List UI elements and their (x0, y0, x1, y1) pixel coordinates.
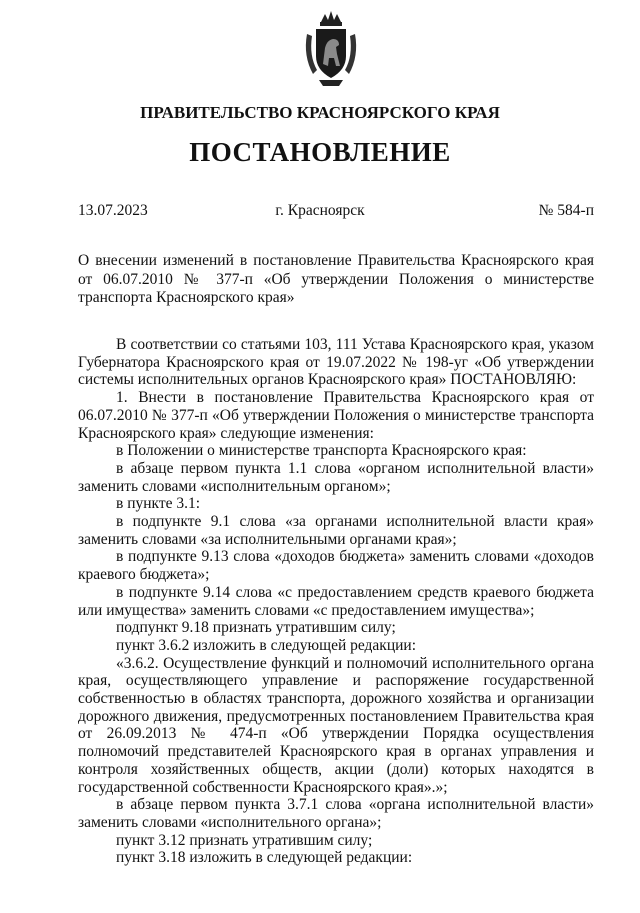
document-type-title: ПОСТАНОВЛЕНИЕ (189, 137, 451, 167)
document-date: 13.07.2023 (78, 202, 148, 219)
paragraph: пункт 3.12 признать утратившим силу; (116, 831, 373, 849)
paragraph: в подпункте 9.14 слова «с предоставлением средств краевого бюджета или имущества» заменить словами «с предоставлением имущества»; (78, 583, 594, 619)
paragraph: подпункт 9.18 признать утратившим силу; (116, 619, 396, 637)
paragraph: в абзаце первом пункта 1.1 слова «органом исполнительной власти» заменить словами «исполнительным органом»; (78, 459, 594, 495)
paragraph: в подпункте 9.13 слова «доходов бюджета» заменить словами «доходов краевого бюджета»; (78, 548, 594, 584)
document-number: № 584-п (538, 202, 594, 219)
paragraph: 1. Внести в постановление Правительства Красноярского края от 06.07.2010 № 377-п «Об утверждении Положения о министерстве транспорта Красноярского края» следующие изменения: (78, 389, 594, 442)
document-subject: О внесении изменений в постановление Правительства Красноярского края от 06.07.2010 № 377-п «Об утверждении Положения о министерстве транспорта Красноярского края» (78, 252, 594, 306)
krasnoyarsk-coat-of-arms-icon (299, 8, 363, 88)
paragraph: В соответствии со статьями 103, 111 Устава Красноярского края, указом Губернатора Красноярского края от 19.07.2022 № 198-уг «Об утверждении системы исполнительных органов Красноярского края» ПОСТАНОВЛЯЮ: (78, 336, 594, 389)
paragraph: в пункте 3.1: (116, 495, 201, 513)
paragraph: в абзаце первом пункта 3.7.1 слова «органа исполнительной власти» заменить словами «исполнительного органа»; (78, 796, 594, 831)
paragraph: «3.6.2. Осуществление функций и полномочий исполнительного органа края, осуществляющего управление и распоряжение государственной собственностью в областях транспорта, дорожного хозяйства и организации дорожного движения, предусмотренных постановлением Правительства края от 26.09.2013 № 474-п «Об утверждении Порядка осуществления полномочий представителей Красноярского края в органах управления и контроля хозяйственных обществ, акции (доли) которых находятся в государственной собственности Красноярского края».»; (78, 654, 594, 796)
paragraph: пункт 3.6.2 изложить в следующей редакции: (116, 636, 417, 654)
document-city: г. Красноярск (275, 202, 365, 219)
document-body (78, 336, 594, 867)
paragraph: пункт 3.18 изложить в следующей редакции: (116, 849, 413, 867)
paragraph: в Положении о министерстве транспорта Красноярского края: (116, 442, 527, 460)
organization-title: ПРАВИТЕЛЬСТВО КРАСНОЯРСКОГО КРАЯ (140, 103, 500, 122)
paragraph: в подпункте 9.1 слова «за органами исполнительной власти края» заменить словами «за исполнительными органами края»; (78, 513, 594, 548)
